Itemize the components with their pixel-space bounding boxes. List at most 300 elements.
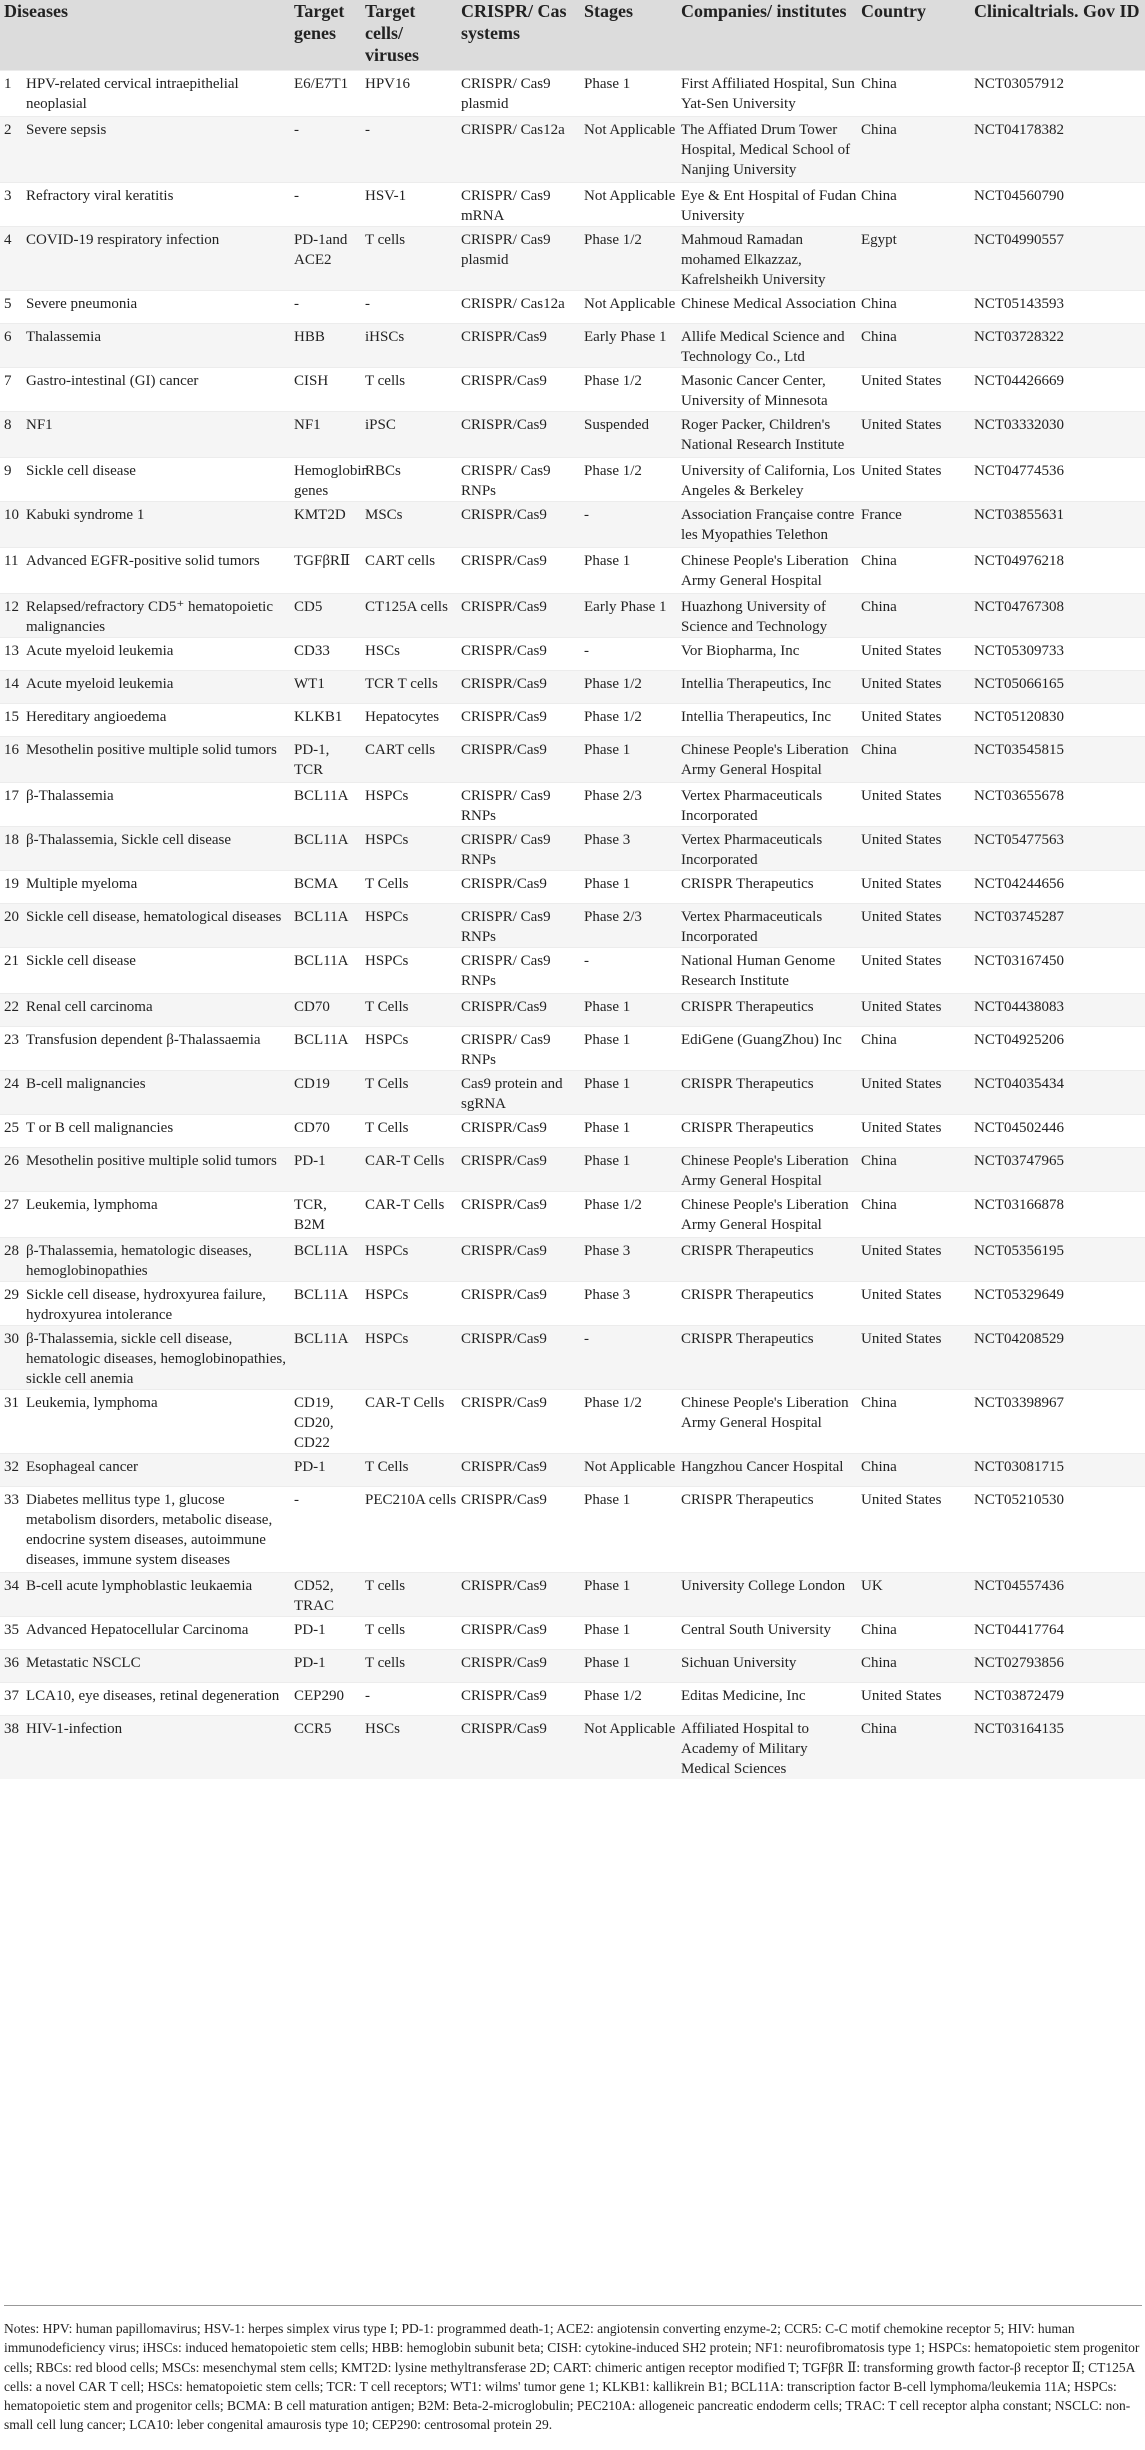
target-cells-cell: - [365,117,461,183]
header-diseases: Diseases [0,0,294,71]
gov-id-cell: NCT04426669 [974,368,1145,412]
country-cell: China [861,1617,974,1650]
target-cells-cell: T cells [365,368,461,412]
header-crispr-systems: CRISPR/ Cas systems [461,0,584,71]
target-cells-cell: T cells [365,227,461,291]
row-number: 22 [0,994,26,1027]
disease-cell: β-Thalassemia [26,783,294,827]
row-number: 27 [0,1192,26,1238]
target-genes-cell: NF1 [294,412,365,458]
country-cell: China [861,117,974,183]
target-cells-cell: T Cells [365,1071,461,1115]
gov-id-cell: NCT03164135 [974,1716,1145,1780]
gov-id-cell: NCT03545815 [974,737,1145,783]
stage-cell: Not Applicable [584,183,681,227]
stage-cell: - [584,948,681,994]
table-row [0,291,1145,324]
company-cell: Chinese People's Liberation Army General Hospital [681,1148,861,1192]
table-row [0,1573,1145,1617]
target-cells-cell: PEC210A cells [365,1487,461,1573]
stage-cell: Phase 1 [584,1071,681,1115]
header-companies: Companies/ institutes [681,0,861,71]
row-number: 19 [0,871,26,904]
target-cells-cell: HSPCs [365,1027,461,1071]
company-cell: Masonic Cancer Center, University of Minnesota [681,368,861,412]
crispr-system-cell: CRISPR/Cas9 [461,1326,584,1390]
company-cell: Eye & Ent Hospital of Fudan University [681,183,861,227]
row-number: 23 [0,1027,26,1071]
target-cells-cell: CAR-T Cells [365,1148,461,1192]
gov-id-cell: NCT03166878 [974,1192,1145,1238]
crispr-system-cell: CRISPR/Cas9 [461,594,584,638]
company-cell: Editas Medicine, Inc [681,1683,861,1716]
crispr-system-cell: CRISPR/ Cas12a [461,117,584,183]
country-cell: Egypt [861,227,974,291]
target-genes-cell: KMT2D [294,502,365,548]
header-target-genes: Target genes [294,0,365,71]
target-genes-cell: BCL11A [294,1282,365,1326]
stage-cell: Phase 1 [584,737,681,783]
disease-cell: Mesothelin positive multiple solid tumors [26,737,294,783]
table-row [0,1238,1145,1282]
company-cell: CRISPR Therapeutics [681,1326,861,1390]
company-cell: CRISPR Therapeutics [681,1071,861,1115]
disease-cell: Acute myeloid leukemia [26,638,294,671]
company-cell: Vertex Pharmaceuticals Incorporated [681,904,861,948]
table-row [0,548,1145,594]
target-genes-cell: CD5 [294,594,365,638]
table-row [0,1487,1145,1573]
target-cells-cell: HSV-1 [365,183,461,227]
table-row [0,704,1145,737]
table-row [0,458,1145,502]
gov-id-cell: NCT03747965 [974,1148,1145,1192]
row-number: 2 [0,117,26,183]
company-cell: Chinese People's Liberation Army General Hospital [681,737,861,783]
company-cell: EdiGene (GuangZhou) Inc [681,1027,861,1071]
target-genes-cell: PD-1and ACE2 [294,227,365,291]
country-cell: China [861,1650,974,1683]
target-genes-cell: - [294,1487,365,1573]
crispr-system-cell: CRISPR/Cas9 [461,412,584,458]
company-cell: Vor Biopharma, Inc [681,638,861,671]
row-number: 18 [0,827,26,871]
stage-cell: Early Phase 1 [584,324,681,368]
row-number: 14 [0,671,26,704]
disease-cell: Leukemia, lymphoma [26,1192,294,1238]
disease-cell: Sickle cell disease [26,948,294,994]
target-cells-cell: Hepatocytes [365,704,461,737]
stage-cell: Phase 2/3 [584,904,681,948]
stage-cell: Phase 2/3 [584,783,681,827]
company-cell: Sichuan University [681,1650,861,1683]
gov-id-cell: NCT04417764 [974,1617,1145,1650]
country-cell: United States [861,704,974,737]
disease-cell: NF1 [26,412,294,458]
target-cells-cell: T cells [365,1650,461,1683]
target-cells-cell: CAR-T Cells [365,1390,461,1454]
company-cell: CRISPR Therapeutics [681,1487,861,1573]
disease-cell: COVID-19 respiratory infection [26,227,294,291]
row-number: 28 [0,1238,26,1282]
stage-cell: Phase 1 [584,994,681,1027]
gov-id-cell: NCT03872479 [974,1683,1145,1716]
company-cell: Chinese People's Liberation Army General Hospital [681,548,861,594]
stage-cell: Phase 1/2 [584,704,681,737]
row-number: 34 [0,1573,26,1617]
country-cell: China [861,1192,974,1238]
gov-id-cell: NCT05210530 [974,1487,1145,1573]
gov-id-cell: NCT04035434 [974,1071,1145,1115]
company-cell: CRISPR Therapeutics [681,1115,861,1148]
table-row [0,502,1145,548]
disease-cell: β-Thalassemia, sickle cell disease, hematologic diseases, hemoglobinopathies, sickle cell anemia [26,1326,294,1390]
country-cell: United States [861,1487,974,1573]
gov-id-cell: NCT03332030 [974,412,1145,458]
company-cell: Roger Packer, Children's National Research Institute [681,412,861,458]
gov-id-cell: NCT05143593 [974,291,1145,324]
target-cells-cell: HSPCs [365,1238,461,1282]
row-number: 5 [0,291,26,324]
target-genes-cell: CD70 [294,994,365,1027]
header-country: Country [861,0,974,71]
crispr-system-cell: CRISPR/Cas9 [461,548,584,594]
country-cell: United States [861,1282,974,1326]
table-row [0,827,1145,871]
disease-cell: β-Thalassemia, Sickle cell disease [26,827,294,871]
target-genes-cell: CD19 [294,1071,365,1115]
crispr-system-cell: CRISPR/ Cas9 RNPs [461,827,584,871]
table-body [0,71,1145,1780]
disease-cell: Metastatic NSCLC [26,1650,294,1683]
table-row [0,1326,1145,1390]
disease-cell: Sickle cell disease [26,458,294,502]
disease-cell: Sickle cell disease, hematological diseases [26,904,294,948]
gov-id-cell: NCT05309733 [974,638,1145,671]
target-genes-cell: CD52, TRAC [294,1573,365,1617]
table-notes: Notes: HPV: human papillomavirus; HSV-1: herpes simplex virus type I; PD-1: programmed death-1; ACE2: angiotensin converting enzyme-2; CCR5: C-C motif chemokine receptor 5; HIV: human immunodeficiency virus; iHSCs: induced hematopoietic stem cells; HBB: hemoglobin subunit beta; CISH: cytokine-induced SH2 protein; NF1: neurofibromatosis type 1; HSPCs: hematopoietic stem progenitor cells; RBCs: red blood cells; MSCs: mesenchymal stem cells; KMT2D: lysine methyltransferase 2D; CART: chimeric antigen receptor modified T; TGFβR Ⅱ: transforming growth factor-β receptor Ⅱ; CT125A cells: a novel CAR T cell; HSCs: hematopoietic stem cells; TCR: T cell receptors; WT1: wilms' tumor gene 1; KLKB1: kallikrein B1; BCL11A: transcription factor B-cell lymphoma/leukemia 11A; HSPCs: hematopoietic stem and progenitor cells; BCMA: B cell maturation antigen; B2M: Beta-2-microglobulin; PEC210A: allogeneic pancreatic endoderm cells; TRAC: T cell receptor alpha constant; NSCLC: non-small cell lung cancer; LCA10: leber congenital amaurosis type 10; CEP290: centrosomal protein 29. [4,2305,1142,2435]
target-genes-cell: E6/E7T1 [294,71,365,117]
row-number: 36 [0,1650,26,1683]
table-row [0,594,1145,638]
table-row [0,948,1145,994]
target-genes-cell: BCL11A [294,827,365,871]
disease-cell: Thalassemia [26,324,294,368]
crispr-system-cell: CRISPR/Cas9 [461,1282,584,1326]
target-genes-cell: CEP290 [294,1683,365,1716]
company-cell: Chinese People's Liberation Army General Hospital [681,1192,861,1238]
stage-cell: - [584,638,681,671]
target-cells-cell: HPV16 [365,71,461,117]
company-cell: Association Française contre les Myopathies Telethon [681,502,861,548]
crispr-system-cell: CRISPR/Cas9 [461,1390,584,1454]
table-row [0,183,1145,227]
gov-id-cell: NCT03167450 [974,948,1145,994]
row-number: 4 [0,227,26,291]
company-cell: CRISPR Therapeutics [681,1238,861,1282]
disease-cell: Advanced EGFR-positive solid tumors [26,548,294,594]
country-cell: China [861,548,974,594]
crispr-system-cell: CRISPR/ Cas9 RNPs [461,783,584,827]
target-genes-cell: TGFβRⅡ [294,548,365,594]
row-number: 35 [0,1617,26,1650]
country-cell: United States [861,1115,974,1148]
disease-cell: Refractory viral keratitis [26,183,294,227]
company-cell: First Affiliated Hospital, Sun Yat-Sen University [681,71,861,117]
country-cell: United States [861,904,974,948]
stage-cell: Suspended [584,412,681,458]
disease-cell: HPV-related cervical intraepithelial neoplasial [26,71,294,117]
stage-cell: Phase 1 [584,548,681,594]
disease-cell: LCA10, eye diseases, retinal degeneration [26,1683,294,1716]
stage-cell: Phase 1 [584,1487,681,1573]
crispr-system-cell: CRISPR/ Cas9 plasmid [461,71,584,117]
table-row [0,1027,1145,1071]
company-cell: University College London [681,1573,861,1617]
table-row [0,71,1145,117]
row-number: 33 [0,1487,26,1573]
target-cells-cell: - [365,291,461,324]
target-cells-cell: CART cells [365,737,461,783]
row-number: 12 [0,594,26,638]
target-genes-cell: PD-1, TCR [294,737,365,783]
target-genes-cell: BCL11A [294,1027,365,1071]
country-cell: United States [861,1238,974,1282]
target-cells-cell: T Cells [365,994,461,1027]
gov-id-cell: NCT05356195 [974,1238,1145,1282]
disease-cell: Hereditary angioedema [26,704,294,737]
target-cells-cell: CART cells [365,548,461,594]
target-cells-cell: HSPCs [365,904,461,948]
stage-cell: Phase 1 [584,1573,681,1617]
country-cell: China [861,594,974,638]
country-cell: France [861,502,974,548]
target-genes-cell: Hemoglobin genes [294,458,365,502]
row-number: 17 [0,783,26,827]
country-cell: United States [861,1071,974,1115]
row-number: 32 [0,1454,26,1487]
crispr-system-cell: CRISPR/Cas9 [461,638,584,671]
stage-cell: Phase 1 [584,1027,681,1071]
target-cells-cell: T cells [365,1573,461,1617]
crispr-system-cell: Cas9 protein and sgRNA [461,1071,584,1115]
disease-cell: Sickle cell disease, hydroxyurea failure, hydroxyurea intolerance [26,1282,294,1326]
crispr-system-cell: CRISPR/ Cas9 mRNA [461,183,584,227]
table-header [0,0,1145,71]
target-cells-cell: T Cells [365,1115,461,1148]
stage-cell: Phase 1/2 [584,1683,681,1716]
gov-id-cell: NCT04990557 [974,227,1145,291]
gov-id-cell: NCT05066165 [974,671,1145,704]
target-genes-cell: CD70 [294,1115,365,1148]
target-cells-cell: HSPCs [365,1326,461,1390]
target-cells-cell: iPSC [365,412,461,458]
disease-cell: Relapsed/refractory CD5⁺ hematopoietic malignancies [26,594,294,638]
stage-cell: Phase 1 [584,1115,681,1148]
target-genes-cell: - [294,117,365,183]
crispr-system-cell: CRISPR/Cas9 [461,1650,584,1683]
row-number: 20 [0,904,26,948]
row-number: 7 [0,368,26,412]
table-row [0,117,1145,183]
table-row [0,324,1145,368]
disease-cell: Mesothelin positive multiple solid tumors [26,1148,294,1192]
target-genes-cell: - [294,183,365,227]
target-cells-cell: T Cells [365,1454,461,1487]
stage-cell: Not Applicable [584,1454,681,1487]
disease-cell: HIV-1-infection [26,1716,294,1780]
country-cell: United States [861,1326,974,1390]
row-number: 29 [0,1282,26,1326]
target-cells-cell: TCR T cells [365,671,461,704]
company-cell: Chinese Medical Association [681,291,861,324]
table-row [0,638,1145,671]
country-cell: China [861,183,974,227]
gov-id-cell: NCT04244656 [974,871,1145,904]
country-cell: United States [861,948,974,994]
crispr-system-cell: CRISPR/Cas9 [461,1454,584,1487]
crispr-system-cell: CRISPR/Cas9 [461,368,584,412]
stage-cell: Not Applicable [584,117,681,183]
stage-cell: Phase 1 [584,71,681,117]
company-cell: Chinese People's Liberation Army General Hospital [681,1390,861,1454]
table-row [0,1282,1145,1326]
disease-cell: Esophageal cancer [26,1454,294,1487]
country-cell: United States [861,1683,974,1716]
target-cells-cell: HSPCs [365,783,461,827]
table-row [0,1716,1145,1780]
table-row [0,671,1145,704]
row-number: 15 [0,704,26,737]
country-cell: United States [861,368,974,412]
table-row [0,1454,1145,1487]
target-cells-cell: - [365,1683,461,1716]
crispr-system-cell: CRISPR/Cas9 [461,671,584,704]
country-cell: United States [861,827,974,871]
target-genes-cell: PD-1 [294,1454,365,1487]
crispr-system-cell: CRISPR/Cas9 [461,704,584,737]
row-number: 26 [0,1148,26,1192]
gov-id-cell: NCT04774536 [974,458,1145,502]
company-cell: CRISPR Therapeutics [681,1282,861,1326]
crispr-system-cell: CRISPR/Cas9 [461,871,584,904]
crispr-system-cell: CRISPR/Cas9 [461,1716,584,1780]
table-row [0,1071,1145,1115]
crispr-system-cell: CRISPR/Cas9 [461,1238,584,1282]
row-number: 1 [0,71,26,117]
target-genes-cell: BCMA [294,871,365,904]
target-cells-cell: T cells [365,1617,461,1650]
target-genes-cell: CISH [294,368,365,412]
target-genes-cell: PD-1 [294,1650,365,1683]
row-number: 31 [0,1390,26,1454]
country-cell: China [861,1390,974,1454]
crispr-system-cell: CRISPR/Cas9 [461,324,584,368]
table-row [0,1115,1145,1148]
crispr-system-cell: CRISPR/Cas9 [461,1192,584,1238]
country-cell: China [861,1027,974,1071]
table-row [0,1650,1145,1683]
stage-cell: Phase 1/2 [584,368,681,412]
table-row [0,1390,1145,1454]
gov-id-cell: NCT04208529 [974,1326,1145,1390]
row-number: 9 [0,458,26,502]
target-genes-cell: - [294,291,365,324]
country-cell: China [861,737,974,783]
stage-cell: Phase 1/2 [584,1390,681,1454]
stage-cell: Phase 1 [584,1148,681,1192]
disease-cell: Gastro-intestinal (GI) cancer [26,368,294,412]
header-target-cells: Target cells/ viruses [365,0,461,71]
gov-id-cell: NCT04560790 [974,183,1145,227]
target-genes-cell: BCL11A [294,1326,365,1390]
stage-cell: Phase 3 [584,1238,681,1282]
crispr-system-cell: CRISPR/ Cas9 plasmid [461,227,584,291]
target-cells-cell: HSPCs [365,827,461,871]
crispr-system-cell: CRISPR/Cas9 [461,994,584,1027]
row-number: 24 [0,1071,26,1115]
disease-cell: B-cell acute lymphoblastic leukaemia [26,1573,294,1617]
gov-id-cell: NCT04502446 [974,1115,1145,1148]
table-row [0,1148,1145,1192]
target-genes-cell: WT1 [294,671,365,704]
gov-id-cell: NCT03728322 [974,324,1145,368]
country-cell: United States [861,783,974,827]
stage-cell: Phase 3 [584,1282,681,1326]
row-number: 11 [0,548,26,594]
gov-id-cell: NCT04976218 [974,548,1145,594]
company-cell: CRISPR Therapeutics [681,871,861,904]
target-genes-cell: PD-1 [294,1148,365,1192]
target-genes-cell: BCL11A [294,783,365,827]
crispr-system-cell: CRISPR/ Cas9 RNPs [461,1027,584,1071]
disease-cell: B-cell malignancies [26,1071,294,1115]
target-cells-cell: MSCs [365,502,461,548]
country-cell: China [861,1716,974,1780]
table-row [0,904,1145,948]
target-genes-cell: CD33 [294,638,365,671]
stage-cell: Phase 1 [584,1650,681,1683]
target-genes-cell: BCL11A [294,948,365,994]
table-row [0,1617,1145,1650]
gov-id-cell: NCT03057912 [974,71,1145,117]
row-number: 21 [0,948,26,994]
country-cell: United States [861,994,974,1027]
gov-id-cell: NCT03655678 [974,783,1145,827]
target-genes-cell: BCL11A [294,904,365,948]
company-cell: Mahmoud Ramadan mohamed Elkazzaz, Kafrelsheikh University [681,227,861,291]
stage-cell: Phase 1 [584,1617,681,1650]
company-cell: National Human Genome Research Institute [681,948,861,994]
target-cells-cell: T Cells [365,871,461,904]
gov-id-cell: NCT04438083 [974,994,1145,1027]
company-cell: Vertex Pharmaceuticals Incorporated [681,783,861,827]
disease-cell: Diabetes mellitus type 1, glucose metabolism disorders, metabolic disease, endocrine system diseases, autoimmune diseases, immune system diseases [26,1487,294,1573]
disease-cell: Kabuki syndrome 1 [26,502,294,548]
gov-id-cell: NCT04557436 [974,1573,1145,1617]
row-number: 3 [0,183,26,227]
target-cells-cell: CT125A cells [365,594,461,638]
crispr-system-cell: CRISPR/Cas9 [461,1148,584,1192]
company-cell: Vertex Pharmaceuticals Incorporated [681,827,861,871]
table-row [0,1683,1145,1716]
stage-cell: Early Phase 1 [584,594,681,638]
country-cell: United States [861,671,974,704]
row-number: 13 [0,638,26,671]
crispr-system-cell: CRISPR/Cas9 [461,1115,584,1148]
gov-id-cell: NCT04767308 [974,594,1145,638]
crispr-system-cell: CRISPR/Cas9 [461,1487,584,1573]
